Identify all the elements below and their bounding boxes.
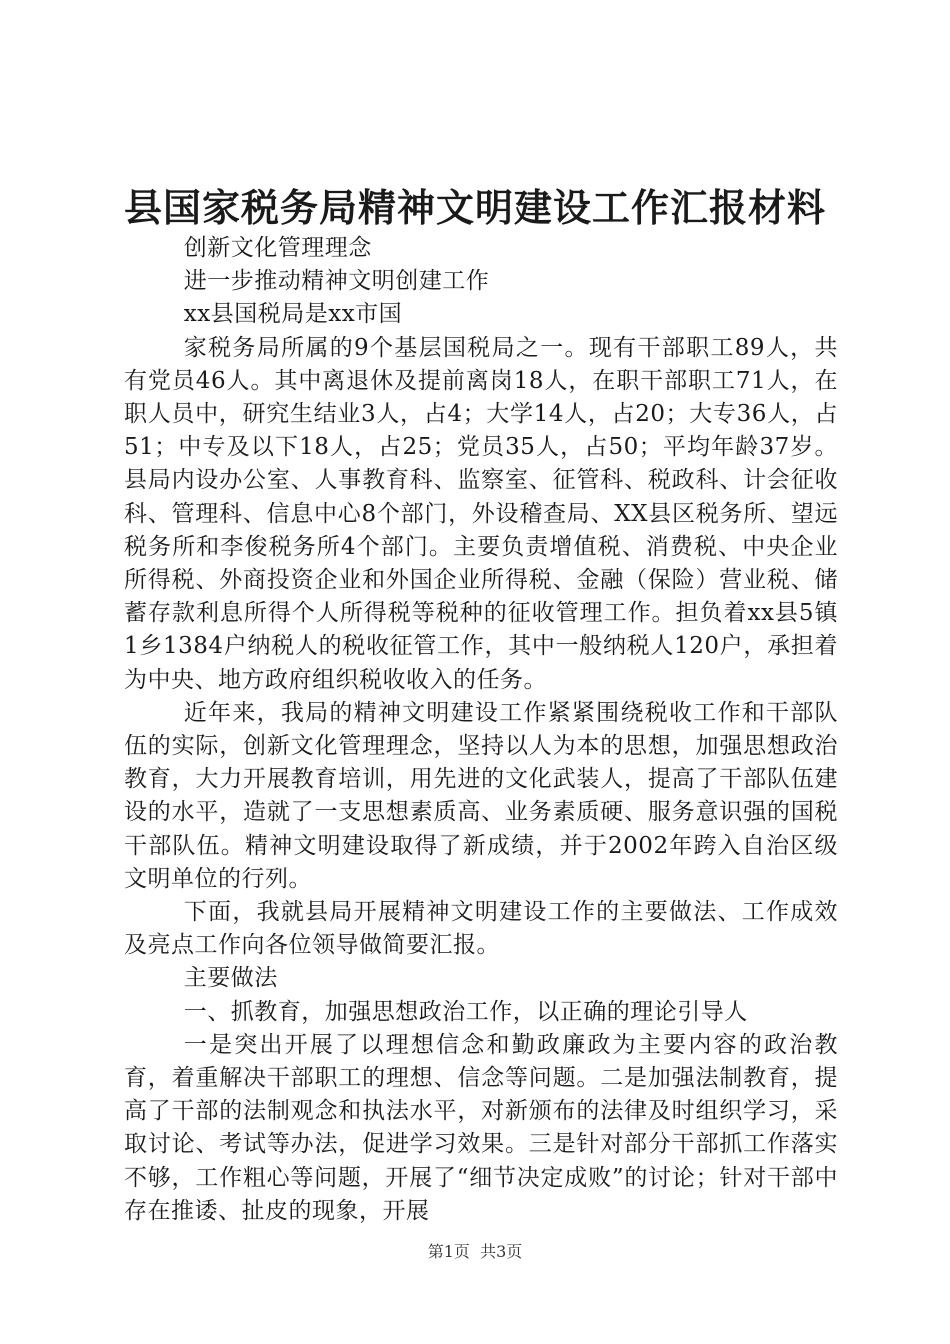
document-title: 县国家税务局精神文明建设工作汇报材料 <box>123 185 826 230</box>
paragraph-education-details: 一是突出开展了以理想信念和勤政廉政为主要内容的政治教育，着重解决干部职工的理想、信念等问题。二是加强法制教育，提高了干部的法制观念和执法水平，对新颁布的法律及时组织学习，采取讨论、考试等办法，促进学习效果。三是针对部分干部抓工作落实不够，工作粗心等问题，开展了“细节决定成败”的讨论；针对干部中存在推诿、扯皮的现象，开展 <box>124 1031 838 1224</box>
document-body <box>124 232 838 1228</box>
paragraph-report-intro: 下面，我就县局开展精神文明建设工作的主要做法、工作成效及亮点工作向各位领导做简要汇报。 <box>124 899 838 959</box>
section-heading-education: 一、抓教育，加强思想政治工作，以正确的理论引导人 <box>183 998 748 1025</box>
page-footer <box>0 1239 950 1262</box>
section-heading-main-practices: 主要做法 <box>183 965 278 992</box>
paragraph-subtitle-2: 进一步推动精神文明创建工作 <box>183 268 490 295</box>
page-total: 共3页 <box>480 1242 523 1261</box>
footer-separator <box>470 1242 480 1261</box>
paragraph-overview: 家税务局所属的9个基层国税局之一。现有干部职工89人，共有党员46人。其中离退休及提前离岗18人，在职干部职工71人，在职人员中，研究生结业3人，占4；大学14人，占20；大专36人，占51；中专及以下18人，占25；党员35人，占50；平均年龄37岁。县局内设办公室、人事教育科、监察室、征管科、税政科、计会征收科、管理科、信息中心8个部门，外设稽查局、XX县区税务所、望远税务所和李俊税务所4个部门。主要负责增值税、消费税、中央企业所得税、外商投资企业和外国企业所得税、金融（保险）营业税、储蓄存款利息所得个人所得税等税种的征收管理工作。担负着xx县5镇1乡1384户纳税人的税收征管工作，其中一般纳税人120户，承担着为中央、地方政府组织税收收入的任务。 <box>124 334 838 693</box>
page-number: 第1页 <box>427 1242 470 1261</box>
paragraph-subtitle-1: 创新文化管理理念 <box>183 235 372 261</box>
paragraph-intro-line: xx县国税局是xx市国 <box>183 301 403 328</box>
paragraph-recent-years: 近年来，我局的精神文明建设工作紧紧围绕税收工作和干部队伍的实际，创新文化管理理念，坚持以人为本的思想，加强思想政治教育，大力开展教育培训，用先进的文化武装人，提高了干部队伍建设的水平，造就了一支思想素质高、业务素质硬、服务意识强的国税干部队伍。精神文明建设取得了新成绩，并于2002年跨入自治区级文明单位的行列。 <box>124 699 838 892</box>
